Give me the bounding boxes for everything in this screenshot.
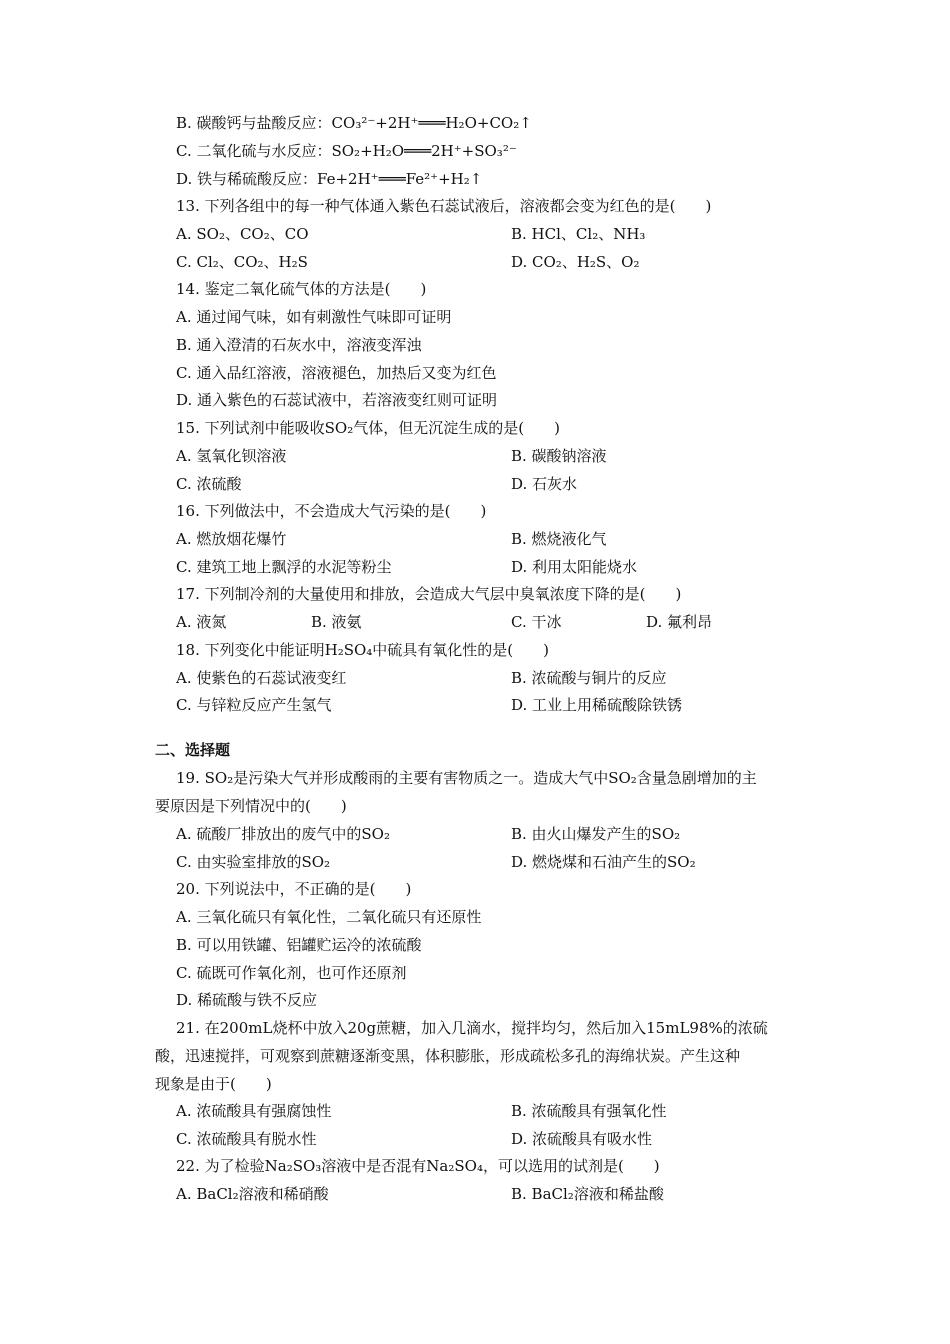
text-line: C. 通入品红溶液，溶液褪色，加热后又变为红色: [176, 364, 497, 382]
text-line: 19. SO₂是污染大气并形成酸雨的主要有害物质之一。造成大气中SO₂含量急剧增加的主: [176, 769, 757, 787]
text-line: B. 可以用铁罐、铝罐贮运冷的浓硫酸: [176, 936, 422, 954]
text-line: 要原因是下列情况中的( ): [155, 797, 347, 815]
text-line: A. 浓硫酸具有强腐蚀性: [176, 1102, 332, 1120]
text-line: A. 液氮: [176, 613, 227, 631]
text-line: D. CO₂、H₂S、O₂: [511, 253, 640, 271]
text-line: 17. 下列制冷剂的大量使用和排放，会造成大气层中臭氧浓度下降的是( ): [176, 585, 682, 603]
text-line: D. 氟利昂: [646, 613, 713, 631]
text-line: D. 工业上用稀硫酸除铁锈: [511, 696, 683, 714]
text-line: A. 氢氧化钡溶液: [176, 447, 287, 465]
text-line: C. Cl₂、CO₂、H₂S: [176, 253, 308, 271]
text-line: B. 通入澄清的石灰水中，溶液变浑浊: [176, 336, 422, 354]
text-line: D. 稀硫酸与铁不反应: [176, 991, 318, 1009]
text-line: 22. 为了检验Na₂SO₃溶液中是否混有Na₂SO₄，可以选用的试剂是( ): [176, 1157, 660, 1175]
text-line: C. 浓硫酸: [176, 475, 242, 493]
text-line: D. 铁与稀硫酸反应：Fe+2H⁺═══Fe²⁺+H₂↑: [176, 170, 483, 188]
text-line: B. 由火山爆发产生的SO₂: [511, 825, 681, 843]
text-line: B. 浓硫酸具有强氧化性: [511, 1102, 667, 1120]
text-line: A. 通过闻气味，如有刺激性气味即可证明: [176, 308, 452, 326]
text-line: D. 通入紫色的石蕊试液中，若溶液变红则可证明: [176, 391, 498, 409]
text-line: 21. 在200mL烧杯中放入20g蔗糖，加入几滴水，搅拌均匀，然后加入15mL98%的浓硫: [176, 1019, 768, 1037]
text-line: 现象是由于( ): [155, 1075, 272, 1093]
text-line: D. 石灰水: [511, 475, 578, 493]
text-line: 18. 下列变化中能证明H₂SO₄中硫具有氧化性的是( ): [176, 641, 550, 659]
text-line: C. 二氧化硫与水反应：SO₂+H₂O═══2H⁺+SO₃²⁻: [176, 142, 517, 160]
text-line: D. 燃烧煤和石油产生的SO₂: [511, 853, 696, 871]
text-line: D. 浓硫酸具有吸水性: [511, 1130, 653, 1148]
text-line: C. 与锌粒反应产生氢气: [176, 696, 332, 714]
text-line: B. 浓硫酸与铜片的反应: [511, 669, 667, 687]
text-line: D. 利用太阳能烧水: [511, 558, 638, 576]
text-line: 16. 下列做法中，不会造成大气污染的是( ): [176, 502, 487, 520]
text-line: B. 燃烧液化气: [511, 530, 607, 548]
text-line: B. 液氨: [311, 613, 362, 631]
text-line: C. 浓硫酸具有脱水性: [176, 1130, 317, 1148]
text-line: A. 燃放烟花爆竹: [176, 530, 287, 548]
text-line: B. HCl、Cl₂、NH₃: [511, 225, 646, 243]
text-line: C. 由实验室排放的SO₂: [176, 853, 331, 871]
text-line: 13. 下列各组中的每一种气体通入紫色石蕊试液后，溶液都会变为红色的是( ): [176, 197, 712, 215]
text-line: A. BaCl₂溶液和稀硝酸: [176, 1185, 329, 1203]
text-line: B. 碳酸钠溶液: [511, 447, 607, 465]
text-line: A. 三氧化硫只有氧化性，二氧化硫只有还原性: [176, 908, 482, 926]
text-line: A. SO₂、CO₂、CO: [176, 225, 309, 243]
text-line: B. 碳酸钙与盐酸反应：CO₃²⁻+2H⁺═══H₂O+CO₂↑: [176, 114, 532, 132]
text-line: 20. 下列说法中，不正确的是( ): [176, 880, 412, 898]
text-line: A. 硫酸厂排放出的废气中的SO₂: [176, 825, 390, 843]
text-line: C. 硫既可作氧化剂，也可作还原剂: [176, 964, 407, 982]
text-line: 酸，迅速搅拌，可观察到蔗糖逐渐变黑，体积膨胀，形成疏松多孔的海绵状炭。产生这种: [155, 1047, 741, 1065]
text-line: C. 干冰: [511, 613, 562, 631]
text-line: B. BaCl₂溶液和稀盐酸: [511, 1185, 664, 1203]
section-heading: 二、选择题: [155, 741, 231, 759]
text-line: A. 使紫色的石蕊试液变红: [176, 669, 347, 687]
text-line: 15. 下列试剂中能吸收SO₂气体，但无沉淀生成的是( ): [176, 419, 560, 437]
text-line: C. 建筑工地上飘浮的水泥等粉尘: [176, 558, 392, 576]
text-line: 14. 鉴定二氧化硫气体的方法是( ): [176, 280, 427, 298]
